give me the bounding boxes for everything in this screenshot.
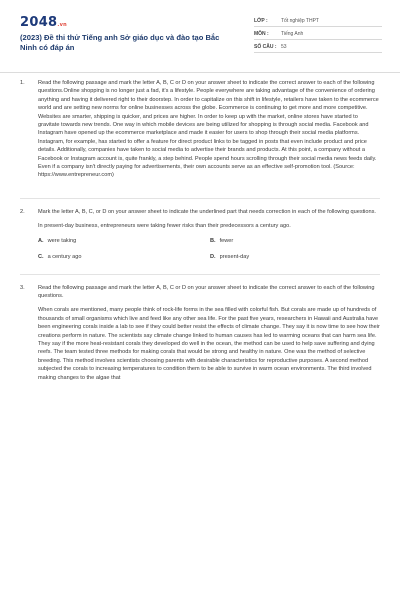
question-text: Read the following passage and mark the letter A, B, C or D on your answer sheet to indicate the correct answer to each of the following questions.Online shopping is no longer just a fad, it's a lifestyle. People everywhere are taking advantage of the convenience of ordering anything and having it delivered right to their doorstep. In order to capitalize on this shift in lifestyle, retailers have taken to the ecommerce world and are setting new norms for online businesses across the globe. Ecommerce is continuing to get more and more competitive. Websites are smarter, shipping is quicker, and prices are higher. In order to keep up with the market, online stores have started to gravitate towards new trends. One way in which mobile devices are being utilized for shopping is through social media. Facebook and Instagram have opened up the ecommerce marketplace and made it easier for users to shop through their social media platforms. Instagram, for example, has started to offer a feature for direct product links to be tagged in posts that even include product and price details. Additionally, companies have taken to social media to advertise their brands and products. At this point, a company without a Facebook or Instagram account is, quite frankly, a step behind. People spend hours scrolling through their social media news feeds daily. Even if a company isn't directly paying for advertisements, their own accounts serve as an effective self-promotion tool. (Source: https://www.entrepreneur.com) [38, 80, 379, 179]
answer-options [38, 237, 380, 262]
meta-row-count [254, 43, 382, 53]
option-b[interactable] [210, 237, 370, 245]
meta-row-subject [254, 30, 382, 40]
meta-value: Tiếng Anh [281, 31, 304, 37]
question-3 [20, 284, 380, 388]
question-list [20, 79, 380, 388]
question-number: 2. [20, 208, 25, 215]
option-a[interactable] [38, 237, 210, 245]
document-title: (2023) Đề thi thử Tiếng anh Sở giáo dục và đào tạo Bắc Ninh có đáp án [20, 33, 220, 52]
question-divider [20, 198, 380, 199]
question-body [38, 208, 380, 262]
question-divider [20, 274, 380, 275]
option-letter: D. [210, 254, 216, 261]
option-text: fewer [219, 237, 234, 244]
meta-row-class [254, 17, 382, 27]
question-2 [20, 208, 380, 262]
meta-value: Tốt nghiệp THPT [281, 18, 319, 24]
question-number: 1. [20, 80, 25, 86]
option-text: present-day [219, 254, 250, 261]
option-text: were taking [47, 237, 77, 244]
question-text: Mark the letter A, B, C, or D on your answer sheet to indicate the underlined part that needs correction in each of the following questions. [38, 208, 376, 215]
option-c[interactable] [38, 253, 210, 261]
question-body [38, 284, 380, 388]
meta-value: 53 [281, 44, 287, 50]
question-body [38, 79, 380, 186]
option-d[interactable] [210, 253, 370, 261]
meta-key: LỚP : [254, 18, 268, 24]
meta-key: MÔN : [254, 31, 269, 37]
option-letter: A. [38, 237, 44, 244]
question-passage: When corals are mentioned, many people think of rock-life forms in the sea filled with colorful fish. But corals are made up of hundreds of thousands of small organisms which live and feed like any other sea life. For the past five years, researchers in Hawaii and Australia have been engineering corals inside a lab to see if they could better resist the effects of climate change. They say it is now time to see how their creations perform in nature. The scientists say climate change linked to human causes has led to warming oceans that can harm sea life. They say if the more heat-resistant corals they developed do well in the ocean, the method can be used to help save suffering and dying reefs. The team tested three methods for making corals that would be strong and healthy in nature. One was the method of selective breeding. This method involves scientists choosing parents with desirable characteristics for reproductive purposes. A second method subjected the corals to increasing temperatures to condition them to be able to survive in warm ocean environments. The third involved making changes to the algae that [38, 307, 380, 381]
meta-key: SỐ CÂU : [254, 44, 277, 50]
header-divider [0, 72, 400, 73]
document-meta [254, 17, 382, 56]
page-header [0, 0, 400, 72]
question-sentence: In present-day business, entrepreneurs were taking fewer risks than their predecessors a century ago. [38, 223, 291, 230]
question-1 [20, 79, 380, 186]
option-text: a century ago [47, 254, 82, 261]
option-letter: B. [210, 237, 216, 244]
logo-suffix: .vn [57, 22, 68, 28]
question-number: 3. [20, 284, 25, 291]
question-text: Read the following passage and mark the letter A, B, C or D on your answer sheet to indicate the correct answer to each of the following questions. [38, 284, 375, 299]
site-logo[interactable] [20, 15, 67, 30]
logo-text: 2048 [20, 15, 58, 30]
option-letter: C. [38, 254, 44, 261]
